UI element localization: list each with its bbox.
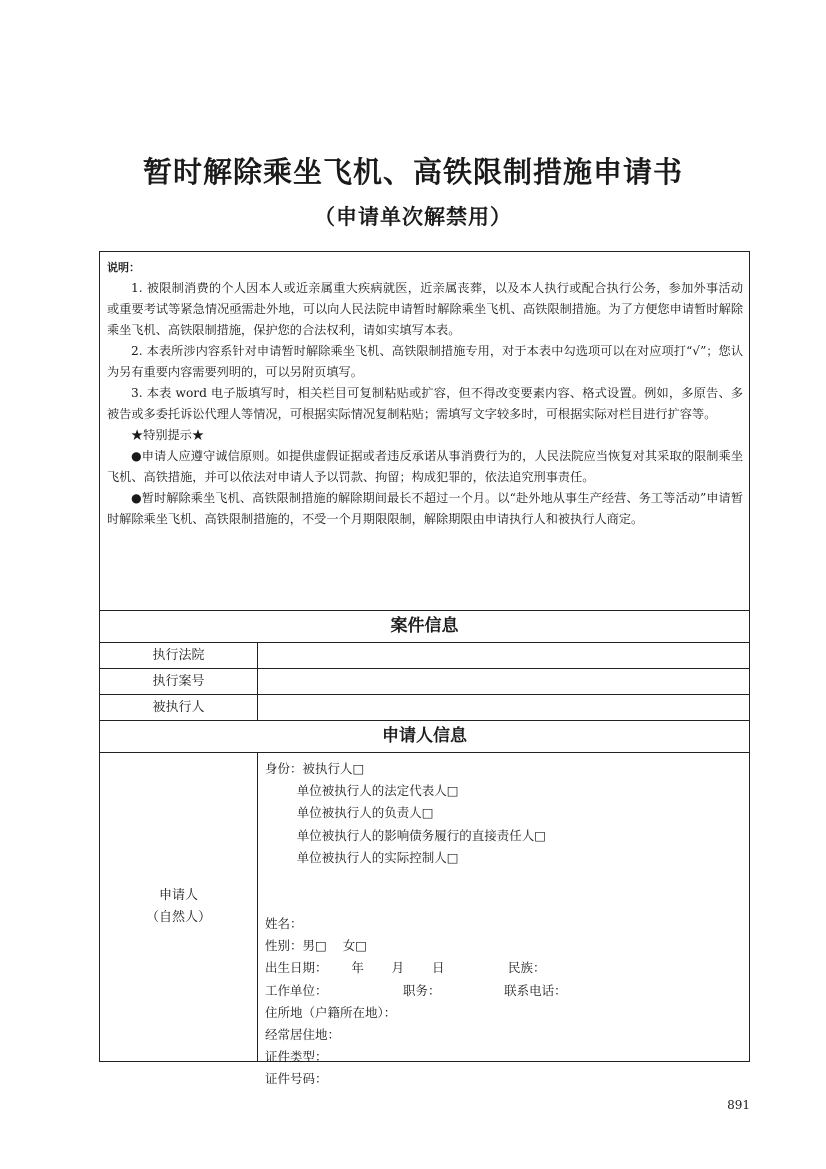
document-title: 暂时解除乘坐飞机、高铁限制措施申请书: [142, 155, 683, 189]
instructions-heading: 说明：: [107, 261, 140, 274]
table-row: [100, 643, 750, 669]
respondent-field[interactable]: [258, 695, 750, 721]
applicant-label-line: 申请人: [158, 888, 198, 903]
instruction-item: 3. 本表 word 电子版填写时，相关栏目可复制粘贴或扩容，但不得改变要素内容、格式设置。例如，多原告、多被告或多委托诉讼代理人等情况，可根据实际情况复制粘贴；需填写文字较多时，可根据实际对栏目进行扩容等。: [107, 386, 744, 421]
birthdate-field-line: 出生日期： 年 月 日 民族：: [265, 960, 546, 976]
table-row: [100, 753, 750, 1062]
domicile-field-line: 住所地（户籍所在地）：: [265, 1004, 397, 1020]
instructions-cell: [100, 252, 750, 611]
applicant-label: [100, 753, 258, 1062]
instruction-item: 1. 被限制消费的个人因本人或近亲属重大疾病就医，近亲属丧葬，以及本人执行或配合执行公务，参加外事活动或重要考试等紧急情况亟需赴外地，可以向人民法院申请暂时解除乘坐飞机、高铁限制措施。为了方便您申请暂时解除乘坐飞机、高铁限制措施，保护您的合法权利，请如实填写本表。: [107, 281, 744, 337]
table-row: [100, 695, 750, 721]
identity-line: 单位被执行人的实际控制人□: [265, 849, 459, 865]
case-info-heading: 案件信息: [100, 611, 750, 643]
id-type-field-line: 证件类型：: [265, 1049, 328, 1065]
identity-line: 身份：被执行人□: [265, 761, 365, 776]
enforcement-court-field[interactable]: [258, 643, 750, 669]
document-subtitle: （申请单次解禁用）: [314, 205, 512, 229]
spacer: [265, 891, 743, 913]
special-notice-heading: ★特别提示★: [131, 428, 205, 442]
identity-line: 单位被执行人的负责人□: [265, 805, 434, 821]
identity-line: 单位被执行人的法定代表人□: [265, 783, 459, 799]
instruction-item: 2. 本表所涉内容系针对申请暂时解除乘坐飞机、高铁限制措施专用，对于本表中勾选项可以在对应项打“√”；您认为另有重要内容需要列明的，可以另附页填写。: [107, 344, 744, 379]
employer-field-line: 工作单位： 职务： 联系电话：: [265, 982, 567, 998]
special-notice-item: ●暂时解除乘坐飞机、高铁限制措施的解除期间最长不超过一个月。以“赴外地从事生产经营、务工等活动”申请暂时解除乘坐飞机、高铁限制措施的，不受一个月期限限制，解除期限由申请执行人和被执行人商定。: [107, 491, 744, 526]
id-number-field-line: 证件号码：: [265, 1071, 328, 1087]
residence-field-line: 经常居住地：: [265, 1027, 341, 1043]
gender-field-line: 性别：男□ 女□: [265, 938, 368, 954]
table-row: [100, 669, 750, 695]
page-number: 891: [727, 1098, 750, 1112]
applicant-label-line: （自然人）: [145, 910, 211, 925]
special-notice-item: ●申请人应遵守诚信原则。如提供虚假证据或者违反承诺从事消费行为的，人民法院应当恢复对其采取的限制乘坐飞机、高铁措施，并可以依法对申请人予以罚款、拘留；构成犯罪的，依法追究刑事责任。: [107, 449, 744, 484]
enforcement-court-label: 执行法院: [100, 643, 258, 669]
respondent-label: 被执行人: [100, 695, 258, 721]
case-number-field[interactable]: [258, 669, 750, 695]
case-number-label: 执行案号: [100, 669, 258, 695]
name-field-line: 姓名：: [265, 916, 303, 932]
applicant-info-heading: 申请人信息: [100, 721, 750, 753]
instructions: [100, 252, 749, 610]
application-form-table: [99, 251, 750, 1087]
applicant-details[interactable]: [258, 753, 750, 1087]
spacer: [265, 869, 743, 891]
identity-line: 单位被执行人的影响债务履行的直接责任人□: [265, 827, 547, 843]
